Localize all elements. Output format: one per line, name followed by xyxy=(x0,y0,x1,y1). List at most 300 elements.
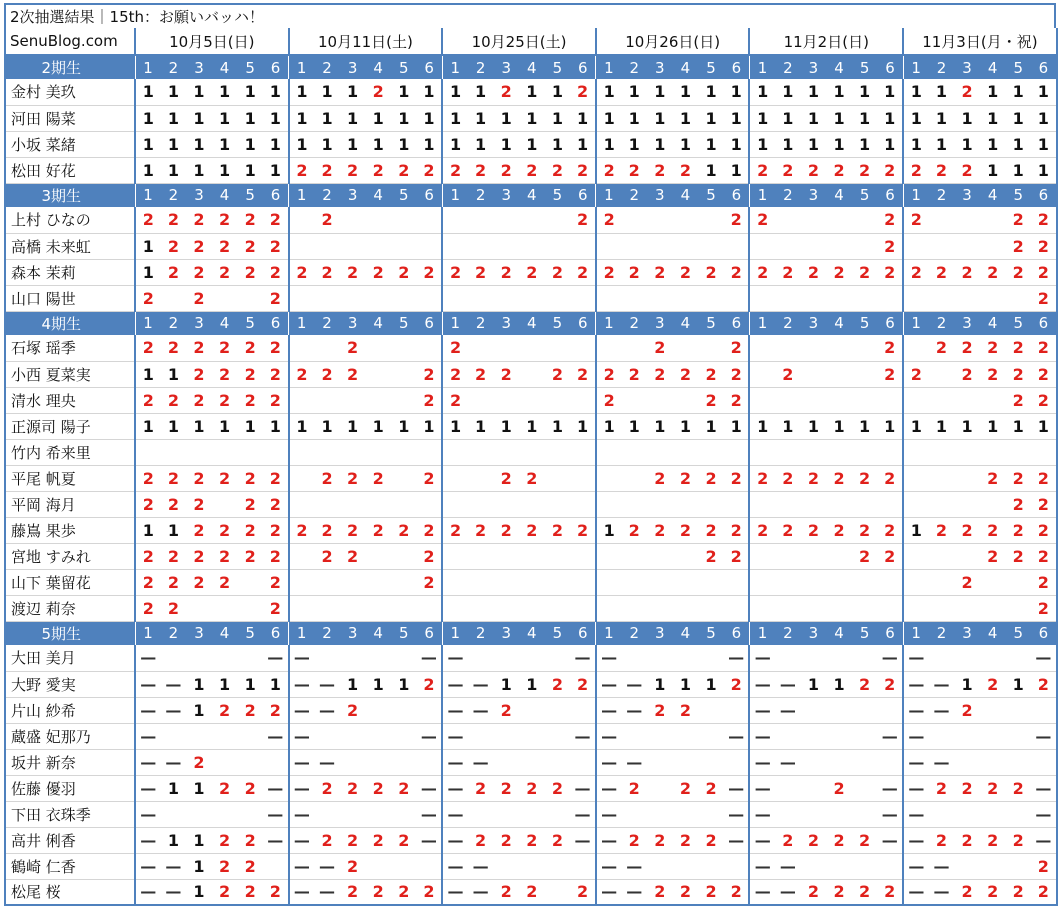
result-cell xyxy=(647,853,673,879)
result-cell xyxy=(1005,749,1031,775)
member-row xyxy=(5,465,1057,491)
result-cell xyxy=(980,285,1006,311)
result-cell xyxy=(929,207,955,233)
result-cell: — xyxy=(1031,645,1057,671)
result-cell: 2 xyxy=(263,569,289,595)
result-cell: 2 xyxy=(212,259,238,285)
result-cell: 2 xyxy=(1031,517,1057,543)
member-row xyxy=(5,801,1057,827)
result-cell: 1 xyxy=(135,157,161,183)
slot-number: 5 xyxy=(391,55,417,79)
result-cell xyxy=(468,595,494,621)
member-name: 上村 ひなの xyxy=(5,207,135,233)
result-cell: 2 xyxy=(263,335,289,361)
result-cell: 2 xyxy=(852,517,878,543)
result-cell xyxy=(826,595,852,621)
result-cell: — xyxy=(749,697,775,723)
result-cell xyxy=(877,697,903,723)
result-cell: — xyxy=(877,801,903,827)
result-cell: 1 xyxy=(365,671,391,697)
result-cell: 1 xyxy=(263,131,289,157)
result-cell xyxy=(314,645,340,671)
result-cell: 1 xyxy=(468,413,494,439)
result-cell: — xyxy=(596,697,622,723)
result-cell: 2 xyxy=(263,879,289,905)
result-cell xyxy=(289,465,315,491)
result-cell xyxy=(365,697,391,723)
result-cell: 2 xyxy=(852,465,878,491)
result-cell xyxy=(493,723,519,749)
result-cell xyxy=(826,723,852,749)
result-cell: 1 xyxy=(852,413,878,439)
slot-number: 4 xyxy=(980,311,1006,335)
result-cell xyxy=(237,439,263,465)
result-cell: — xyxy=(749,723,775,749)
result-cell: 2 xyxy=(852,671,878,697)
result-cell xyxy=(647,569,673,595)
result-cell: 1 xyxy=(468,131,494,157)
result-cell: — xyxy=(442,697,468,723)
slot-number: 5 xyxy=(545,183,571,207)
result-cell: 1 xyxy=(161,105,187,131)
slot-number: 1 xyxy=(135,621,161,645)
slot-number: 4 xyxy=(826,55,852,79)
result-cell xyxy=(673,387,699,413)
member-name: 鶴崎 仁香 xyxy=(5,853,135,879)
result-cell xyxy=(801,439,827,465)
result-cell xyxy=(903,335,929,361)
result-cell xyxy=(340,569,366,595)
date-header: 10月5日(日) xyxy=(135,28,289,55)
result-cell xyxy=(929,723,955,749)
slot-number: 4 xyxy=(212,183,238,207)
result-cell: 2 xyxy=(186,749,212,775)
result-cell: 2 xyxy=(954,361,980,387)
member-row xyxy=(5,671,1057,697)
slot-number: 3 xyxy=(340,311,366,335)
result-cell xyxy=(365,749,391,775)
result-cell xyxy=(698,749,724,775)
result-cell xyxy=(980,233,1006,259)
slot-number: 6 xyxy=(877,55,903,79)
result-cell xyxy=(493,207,519,233)
result-cell: 2 xyxy=(545,259,571,285)
result-cell: 2 xyxy=(442,387,468,413)
member-row xyxy=(5,335,1057,361)
result-cell: 2 xyxy=(442,259,468,285)
result-cell: — xyxy=(877,827,903,853)
slot-number: 4 xyxy=(519,183,545,207)
result-cell: 1 xyxy=(826,413,852,439)
slot-number: 4 xyxy=(673,311,699,335)
slot-number: 2 xyxy=(775,311,801,335)
result-cell: 2 xyxy=(340,775,366,801)
result-cell xyxy=(263,439,289,465)
result-cell: 2 xyxy=(980,671,1006,697)
result-cell xyxy=(647,207,673,233)
member-name: 佐藤 優羽 xyxy=(5,775,135,801)
result-cell xyxy=(417,285,443,311)
result-cell: 2 xyxy=(980,775,1006,801)
result-cell xyxy=(391,543,417,569)
result-cell: 2 xyxy=(314,775,340,801)
slot-number: 2 xyxy=(314,55,340,79)
result-cell: 2 xyxy=(314,259,340,285)
result-cell: 2 xyxy=(212,853,238,879)
result-cell xyxy=(365,233,391,259)
result-cell: 1 xyxy=(161,775,187,801)
result-cell xyxy=(724,853,750,879)
result-cell: 2 xyxy=(724,879,750,905)
result-cell xyxy=(621,645,647,671)
member-name: 松田 好花 xyxy=(5,157,135,183)
result-cell: 1 xyxy=(673,131,699,157)
result-cell: — xyxy=(724,801,750,827)
result-cell: 2 xyxy=(877,361,903,387)
result-cell xyxy=(673,207,699,233)
slot-number: 6 xyxy=(263,55,289,79)
result-cell: 2 xyxy=(417,671,443,697)
result-cell: 2 xyxy=(903,157,929,183)
slot-number: 3 xyxy=(493,621,519,645)
result-cell xyxy=(314,491,340,517)
member-row xyxy=(5,157,1057,183)
result-cell xyxy=(698,723,724,749)
result-cell: — xyxy=(289,853,315,879)
result-cell xyxy=(289,595,315,621)
result-cell: 1 xyxy=(289,79,315,105)
result-cell xyxy=(903,465,929,491)
result-cell xyxy=(493,595,519,621)
result-cell: 2 xyxy=(340,335,366,361)
result-cell xyxy=(903,491,929,517)
result-cell: 2 xyxy=(212,361,238,387)
result-cell: 1 xyxy=(545,131,571,157)
result-cell: 1 xyxy=(929,131,955,157)
result-cell xyxy=(647,645,673,671)
result-cell: 1 xyxy=(289,413,315,439)
result-cell: 2 xyxy=(519,157,545,183)
result-cell: — xyxy=(775,853,801,879)
result-cell: 1 xyxy=(929,79,955,105)
result-cell xyxy=(519,749,545,775)
result-cell: 1 xyxy=(673,105,699,131)
result-cell xyxy=(1031,697,1057,723)
result-cell: — xyxy=(289,671,315,697)
date-header-row xyxy=(5,28,1057,55)
result-cell xyxy=(212,749,238,775)
result-cell: 1 xyxy=(263,79,289,105)
result-cell xyxy=(545,465,571,491)
result-cell xyxy=(749,361,775,387)
result-cell: 2 xyxy=(621,517,647,543)
member-row xyxy=(5,775,1057,801)
result-cell: 1 xyxy=(596,79,622,105)
slot-number: 2 xyxy=(161,311,187,335)
result-cell: 2 xyxy=(263,259,289,285)
result-cell xyxy=(826,697,852,723)
result-cell xyxy=(673,569,699,595)
result-cell xyxy=(954,543,980,569)
result-cell xyxy=(365,853,391,879)
result-cell: 1 xyxy=(161,413,187,439)
result-cell xyxy=(289,233,315,259)
result-cell xyxy=(314,233,340,259)
result-cell: 2 xyxy=(263,465,289,491)
result-cell: 2 xyxy=(1031,387,1057,413)
result-cell xyxy=(237,801,263,827)
result-cell: 1 xyxy=(1005,131,1031,157)
result-cell xyxy=(519,285,545,311)
result-cell: 2 xyxy=(621,827,647,853)
result-cell: — xyxy=(929,853,955,879)
result-cell: — xyxy=(135,801,161,827)
result-cell: 2 xyxy=(801,465,827,491)
result-cell xyxy=(545,801,571,827)
result-cell: 1 xyxy=(186,413,212,439)
result-cell: 2 xyxy=(826,517,852,543)
slot-number: 4 xyxy=(826,183,852,207)
result-cell: — xyxy=(596,775,622,801)
result-cell: 2 xyxy=(775,517,801,543)
result-cell xyxy=(852,775,878,801)
result-cell xyxy=(801,543,827,569)
member-row xyxy=(5,517,1057,543)
result-cell: 2 xyxy=(468,259,494,285)
result-cell: 1 xyxy=(1031,413,1057,439)
result-cell: 2 xyxy=(596,207,622,233)
result-cell: 1 xyxy=(135,105,161,131)
result-cell: — xyxy=(135,749,161,775)
result-cell xyxy=(647,749,673,775)
result-cell xyxy=(340,595,366,621)
result-cell: — xyxy=(570,645,596,671)
result-cell: 1 xyxy=(442,79,468,105)
result-cell xyxy=(698,439,724,465)
slot-number: 2 xyxy=(775,183,801,207)
slot-number: 6 xyxy=(1031,621,1057,645)
result-cell: — xyxy=(289,723,315,749)
result-cell xyxy=(621,723,647,749)
member-name: 森本 茉莉 xyxy=(5,259,135,285)
result-cell: 2 xyxy=(826,879,852,905)
slot-number: 3 xyxy=(493,183,519,207)
result-cell: 1 xyxy=(493,671,519,697)
result-cell: 2 xyxy=(647,157,673,183)
result-cell: 2 xyxy=(135,387,161,413)
result-cell: — xyxy=(135,879,161,905)
slot-number: 3 xyxy=(647,183,673,207)
result-cell: 2 xyxy=(724,387,750,413)
result-cell xyxy=(545,723,571,749)
result-cell: 1 xyxy=(877,79,903,105)
result-cell xyxy=(647,801,673,827)
result-cell: — xyxy=(263,645,289,671)
generation-header-row xyxy=(5,621,1057,645)
result-cell xyxy=(980,439,1006,465)
result-cell xyxy=(826,645,852,671)
result-cell: 2 xyxy=(442,335,468,361)
result-cell: 2 xyxy=(340,879,366,905)
result-cell: 2 xyxy=(980,335,1006,361)
result-cell xyxy=(621,569,647,595)
slot-number: 1 xyxy=(596,621,622,645)
result-cell xyxy=(826,853,852,879)
result-cell xyxy=(954,595,980,621)
result-cell xyxy=(673,543,699,569)
member-name: 山口 陽世 xyxy=(5,285,135,311)
slot-number: 2 xyxy=(929,621,955,645)
result-cell: 2 xyxy=(877,233,903,259)
result-cell xyxy=(826,387,852,413)
result-cell xyxy=(980,723,1006,749)
result-cell: 1 xyxy=(801,413,827,439)
result-cell xyxy=(519,439,545,465)
slot-number: 4 xyxy=(365,183,391,207)
result-cell xyxy=(212,723,238,749)
result-cell: 2 xyxy=(263,543,289,569)
member-row xyxy=(5,569,1057,595)
result-cell: 1 xyxy=(877,105,903,131)
result-cell: — xyxy=(417,827,443,853)
result-cell xyxy=(801,569,827,595)
member-name: 渡辺 莉奈 xyxy=(5,595,135,621)
result-cell: 2 xyxy=(852,157,878,183)
result-cell xyxy=(749,543,775,569)
result-cell: 2 xyxy=(493,259,519,285)
member-row xyxy=(5,413,1057,439)
slot-number: 2 xyxy=(314,621,340,645)
result-cell: 1 xyxy=(161,157,187,183)
result-cell: 2 xyxy=(417,517,443,543)
member-name: 高井 俐香 xyxy=(5,827,135,853)
result-cell xyxy=(340,285,366,311)
result-cell: 2 xyxy=(186,361,212,387)
member-name: 平岡 海月 xyxy=(5,491,135,517)
result-cell xyxy=(493,233,519,259)
slot-number: 3 xyxy=(801,621,827,645)
result-cell: 1 xyxy=(391,79,417,105)
result-cell: 1 xyxy=(161,79,187,105)
result-cell: 1 xyxy=(442,413,468,439)
result-cell: — xyxy=(314,879,340,905)
slot-number: 2 xyxy=(468,311,494,335)
result-cell xyxy=(365,543,391,569)
result-cell xyxy=(954,439,980,465)
slot-number: 1 xyxy=(903,311,929,335)
result-cell: 2 xyxy=(980,259,1006,285)
member-row xyxy=(5,79,1057,105)
result-cell: 1 xyxy=(417,131,443,157)
result-cell: 2 xyxy=(340,697,366,723)
result-cell: 2 xyxy=(877,879,903,905)
result-cell: 1 xyxy=(263,157,289,183)
result-cell xyxy=(647,439,673,465)
result-cell xyxy=(545,543,571,569)
result-cell: 2 xyxy=(212,387,238,413)
result-cell xyxy=(775,285,801,311)
slot-number: 3 xyxy=(954,55,980,79)
result-cell xyxy=(289,569,315,595)
result-cell: 2 xyxy=(545,361,571,387)
result-cell: 1 xyxy=(980,79,1006,105)
result-cell: 2 xyxy=(391,259,417,285)
result-cell: 1 xyxy=(340,105,366,131)
result-cell xyxy=(417,853,443,879)
slot-number: 6 xyxy=(1031,55,1057,79)
result-cell xyxy=(391,801,417,827)
result-cell xyxy=(519,207,545,233)
result-cell xyxy=(570,595,596,621)
result-cell: 1 xyxy=(442,105,468,131)
result-cell: — xyxy=(596,879,622,905)
result-cell: 2 xyxy=(263,595,289,621)
result-cell xyxy=(1005,645,1031,671)
result-cell: 2 xyxy=(826,775,852,801)
result-cell: — xyxy=(442,645,468,671)
slot-number: 3 xyxy=(493,55,519,79)
result-cell xyxy=(212,801,238,827)
result-cell: — xyxy=(417,645,443,671)
slot-number: 4 xyxy=(980,55,1006,79)
result-cell: 2 xyxy=(186,465,212,491)
result-cell xyxy=(877,387,903,413)
result-cell xyxy=(749,387,775,413)
member-name: 蔵盛 妃那乃 xyxy=(5,723,135,749)
result-cell: 2 xyxy=(493,157,519,183)
result-cell: 2 xyxy=(1005,465,1031,491)
result-cell: 2 xyxy=(1005,233,1031,259)
result-cell: 1 xyxy=(289,131,315,157)
result-cell: 2 xyxy=(365,827,391,853)
result-cell xyxy=(314,723,340,749)
result-cell xyxy=(826,335,852,361)
generation-label: 3期生 xyxy=(5,183,135,207)
result-cell: — xyxy=(314,671,340,697)
result-cell xyxy=(775,645,801,671)
result-cell xyxy=(826,439,852,465)
slot-number: 3 xyxy=(954,621,980,645)
result-cell xyxy=(391,595,417,621)
result-cell: 2 xyxy=(698,387,724,413)
slot-number: 6 xyxy=(877,183,903,207)
slot-number: 6 xyxy=(724,621,750,645)
result-cell xyxy=(801,645,827,671)
result-cell: 2 xyxy=(673,697,699,723)
member-row xyxy=(5,387,1057,413)
result-cell: — xyxy=(903,671,929,697)
result-cell: 2 xyxy=(468,157,494,183)
result-cell xyxy=(852,645,878,671)
result-cell: 2 xyxy=(1031,233,1057,259)
result-cell xyxy=(647,543,673,569)
result-cell xyxy=(673,491,699,517)
result-cell: 2 xyxy=(519,517,545,543)
slot-number: 4 xyxy=(673,183,699,207)
result-cell xyxy=(801,285,827,311)
result-cell xyxy=(442,543,468,569)
result-cell: 1 xyxy=(647,105,673,131)
result-cell: — xyxy=(135,723,161,749)
member-name: 片山 紗希 xyxy=(5,697,135,723)
result-cell: 2 xyxy=(852,879,878,905)
result-cell: — xyxy=(1031,775,1057,801)
result-cell: 1 xyxy=(929,413,955,439)
result-cell: 2 xyxy=(417,361,443,387)
result-cell: 1 xyxy=(775,79,801,105)
slot-number: 1 xyxy=(596,311,622,335)
slot-number: 6 xyxy=(263,183,289,207)
